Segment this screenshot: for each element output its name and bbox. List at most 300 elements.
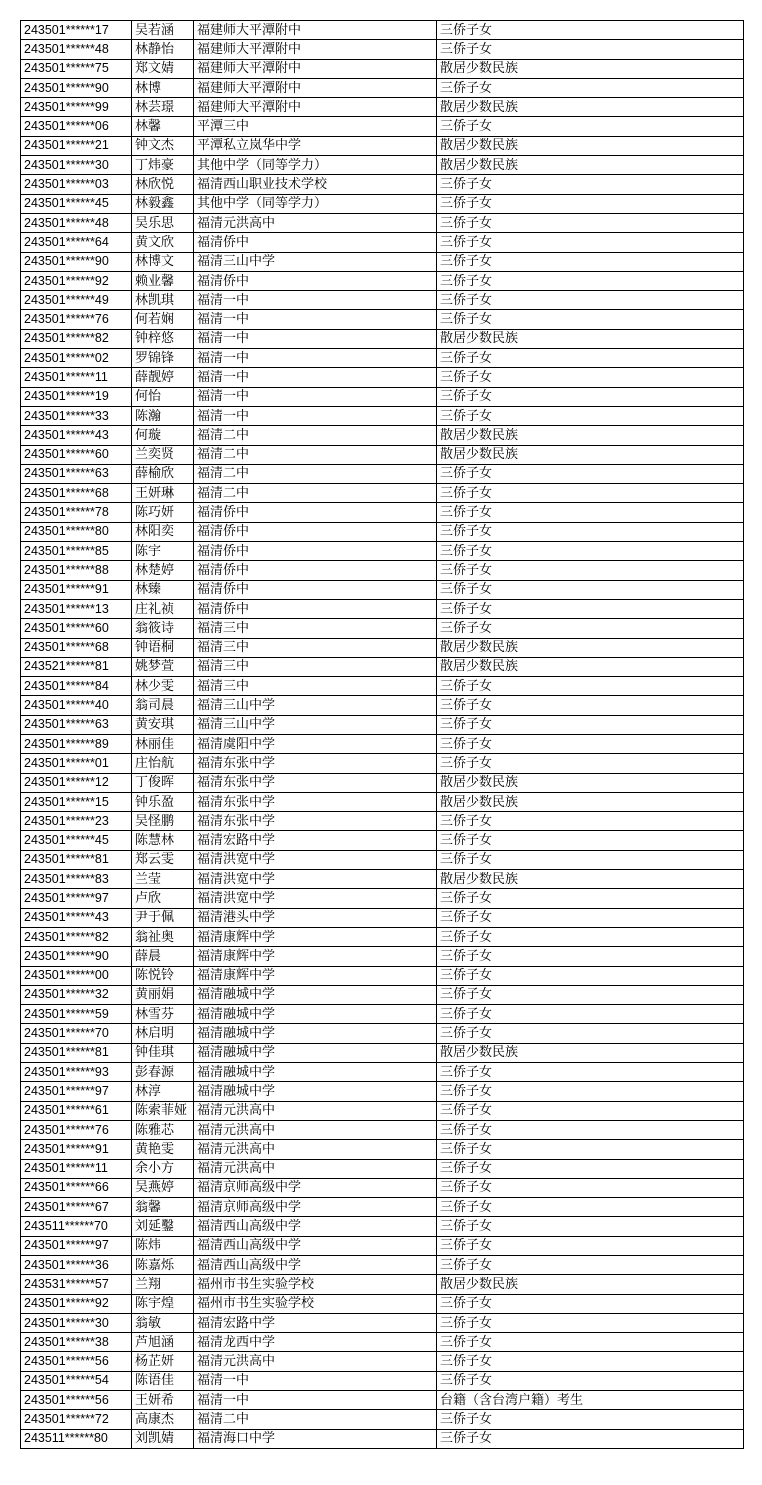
category-cell: 台籍（含台湾户籍）考生 — [437, 1391, 744, 1410]
table-row — [21, 1043, 744, 1062]
student-name-cell: 陈悦铃 — [132, 966, 194, 985]
table-row — [21, 1294, 744, 1313]
candidate-id-cell: 243501******49 — [21, 291, 132, 310]
school-cell: 福清融城中学 — [194, 1043, 437, 1062]
school-cell: 福清康辉中学 — [194, 966, 437, 985]
category-cell: 三侨子女 — [437, 1101, 744, 1120]
table-row — [21, 1313, 744, 1332]
candidate-id-cell: 243501******60 — [21, 445, 132, 464]
candidate-id-cell: 243501******82 — [21, 329, 132, 348]
candidate-id-cell: 243501******70 — [21, 1024, 132, 1043]
table-row — [21, 368, 744, 387]
candidate-id-cell: 243501******90 — [21, 78, 132, 97]
category-cell: 三侨子女 — [437, 754, 744, 773]
student-name-cell: 钟文杰 — [132, 136, 194, 155]
category-cell: 三侨子女 — [437, 812, 744, 831]
student-name-cell: 黄艳雯 — [132, 1140, 194, 1159]
candidate-id-cell: 243501******38 — [21, 1333, 132, 1352]
table-row — [21, 59, 744, 78]
school-cell: 福清二中 — [194, 1410, 437, 1429]
candidate-id-cell: 243501******80 — [21, 522, 132, 541]
table-row — [21, 1005, 744, 1024]
candidate-id-cell: 243501******88 — [21, 561, 132, 580]
student-name-cell: 卢欣 — [132, 889, 194, 908]
category-cell: 三侨子女 — [437, 677, 744, 696]
category-cell: 三侨子女 — [437, 1410, 744, 1429]
category-cell: 三侨子女 — [437, 599, 744, 618]
student-name-cell: 薛靓婷 — [132, 368, 194, 387]
candidate-id-cell: 243501******75 — [21, 59, 132, 78]
student-name-cell: 何璇 — [132, 426, 194, 445]
table-row — [21, 503, 744, 522]
category-cell: 三侨子女 — [437, 175, 744, 194]
category-cell: 三侨子女 — [437, 542, 744, 561]
school-cell: 福清宏路中学 — [194, 831, 437, 850]
candidate-id-cell: 243501******90 — [21, 252, 132, 271]
school-cell: 福清二中 — [194, 484, 437, 503]
school-cell: 福清康辉中学 — [194, 927, 437, 946]
school-cell: 福清虞阳中学 — [194, 734, 437, 753]
table-row — [21, 831, 744, 850]
table-row — [21, 1429, 744, 1448]
candidate-id-cell: 243501******97 — [21, 1236, 132, 1255]
school-cell: 福清侨中 — [194, 580, 437, 599]
category-cell: 三侨子女 — [437, 1371, 744, 1390]
table-row — [21, 580, 744, 599]
candidate-id-cell: 243501******92 — [21, 1294, 132, 1313]
table-row — [21, 1120, 744, 1139]
school-cell: 福清侨中 — [194, 522, 437, 541]
school-cell: 福清融城中学 — [194, 1082, 437, 1101]
table-row — [21, 21, 744, 40]
category-cell: 三侨子女 — [437, 194, 744, 213]
student-name-cell: 丁炜豪 — [132, 156, 194, 175]
school-cell: 福清一中 — [194, 1371, 437, 1390]
table-row — [21, 426, 744, 445]
candidate-id-cell: 243501******19 — [21, 387, 132, 406]
category-cell: 三侨子女 — [437, 406, 744, 425]
candidate-id-cell: 243501******06 — [21, 117, 132, 136]
school-cell: 福清融城中学 — [194, 1024, 437, 1043]
category-cell: 三侨子女 — [437, 966, 744, 985]
candidate-id-cell: 243501******15 — [21, 792, 132, 811]
table-row — [21, 1178, 744, 1197]
student-name-cell: 黄安琪 — [132, 715, 194, 734]
school-cell: 福清侨中 — [194, 561, 437, 580]
student-name-cell: 陈语佳 — [132, 1371, 194, 1390]
table-row — [21, 715, 744, 734]
school-cell: 福清京师高级中学 — [194, 1198, 437, 1217]
school-cell: 福清东张中学 — [194, 754, 437, 773]
student-name-cell: 陈索菲娅 — [132, 1101, 194, 1120]
student-name-cell: 陈巧妍 — [132, 503, 194, 522]
category-cell: 三侨子女 — [437, 985, 744, 1004]
student-name-cell: 郑文婧 — [132, 59, 194, 78]
school-cell: 其他中学（同等学力） — [194, 156, 437, 175]
student-name-cell: 林楚婷 — [132, 561, 194, 580]
category-cell: 散居少数民族 — [437, 792, 744, 811]
student-name-cell: 黄丽娟 — [132, 985, 194, 1004]
table-row — [21, 252, 744, 271]
category-cell: 三侨子女 — [437, 291, 744, 310]
candidate-id-cell: 243501******91 — [21, 1140, 132, 1159]
table-row — [21, 194, 744, 213]
candidate-id-cell: 243501******13 — [21, 599, 132, 618]
table-row — [21, 349, 744, 368]
school-cell: 福清一中 — [194, 291, 437, 310]
school-cell: 福清一中 — [194, 368, 437, 387]
student-name-cell: 王妍希 — [132, 1391, 194, 1410]
candidate-id-cell: 243511******70 — [21, 1217, 132, 1236]
school-cell: 福清洪宽中学 — [194, 889, 437, 908]
student-name-cell: 林启明 — [132, 1024, 194, 1043]
table-row — [21, 291, 744, 310]
candidate-id-cell: 243501******56 — [21, 1352, 132, 1371]
candidate-id-cell: 243511******80 — [21, 1429, 132, 1448]
candidate-id-cell: 243501******03 — [21, 175, 132, 194]
student-name-cell: 林静怡 — [132, 40, 194, 59]
student-name-cell: 林博 — [132, 78, 194, 97]
category-cell: 三侨子女 — [437, 233, 744, 252]
student-list-table — [20, 20, 744, 1449]
candidate-id-cell: 243501******56 — [21, 1391, 132, 1410]
candidate-id-cell: 243501******72 — [21, 1410, 132, 1429]
candidate-id-cell: 243501******99 — [21, 98, 132, 117]
school-cell: 福清一中 — [194, 310, 437, 329]
candidate-id-cell: 243501******93 — [21, 1063, 132, 1082]
student-name-cell: 姚梦萱 — [132, 657, 194, 676]
table-row — [21, 406, 744, 425]
table-row — [21, 1333, 744, 1352]
candidate-id-cell: 243501******81 — [21, 850, 132, 869]
table-row — [21, 445, 744, 464]
school-cell: 福清京师高级中学 — [194, 1178, 437, 1197]
student-name-cell: 钟梓悠 — [132, 329, 194, 348]
school-cell: 福清三中 — [194, 677, 437, 696]
candidate-id-cell: 243501******30 — [21, 1313, 132, 1332]
student-name-cell: 翁祉奥 — [132, 927, 194, 946]
student-name-cell: 尹于佩 — [132, 908, 194, 927]
candidate-id-cell: 243501******01 — [21, 754, 132, 773]
table-row — [21, 542, 744, 561]
student-name-cell: 林臻 — [132, 580, 194, 599]
category-cell: 散居少数民族 — [437, 329, 744, 348]
school-cell: 福清融城中学 — [194, 1063, 437, 1082]
student-name-cell: 陈嘉烁 — [132, 1256, 194, 1275]
student-name-cell: 钟语桐 — [132, 638, 194, 657]
table-row — [21, 754, 744, 773]
category-cell: 三侨子女 — [437, 1120, 744, 1139]
candidate-id-cell: 243501******61 — [21, 1101, 132, 1120]
school-cell: 福清元洪高中 — [194, 1352, 437, 1371]
table-row — [21, 773, 744, 792]
school-cell: 福建师大平潭附中 — [194, 21, 437, 40]
school-cell: 福清侨中 — [194, 271, 437, 290]
school-cell: 福清海口中学 — [194, 1429, 437, 1448]
student-name-cell: 刘凯婧 — [132, 1429, 194, 1448]
category-cell: 散居少数民族 — [437, 59, 744, 78]
table-row — [21, 677, 744, 696]
school-cell: 平潭三中 — [194, 117, 437, 136]
table-row — [21, 40, 744, 59]
category-cell: 三侨子女 — [437, 1178, 744, 1197]
school-cell: 福清一中 — [194, 1391, 437, 1410]
table-row — [21, 387, 744, 406]
school-cell: 福清二中 — [194, 464, 437, 483]
school-cell: 福清一中 — [194, 406, 437, 425]
candidate-id-cell: 243501******48 — [21, 213, 132, 232]
school-cell: 福清三中 — [194, 638, 437, 657]
category-cell: 三侨子女 — [437, 1217, 744, 1236]
candidate-id-cell: 243501******82 — [21, 927, 132, 946]
candidate-id-cell: 243501******64 — [21, 233, 132, 252]
candidate-id-cell: 243501******17 — [21, 21, 132, 40]
category-cell: 三侨子女 — [437, 619, 744, 638]
table-row — [21, 175, 744, 194]
table-row — [21, 98, 744, 117]
category-cell: 三侨子女 — [437, 1024, 744, 1043]
candidate-id-cell: 243501******45 — [21, 194, 132, 213]
student-name-cell: 翁筱诗 — [132, 619, 194, 638]
student-name-cell: 林淳 — [132, 1082, 194, 1101]
school-cell: 福清西山高级中学 — [194, 1236, 437, 1255]
candidate-id-cell: 243501******68 — [21, 638, 132, 657]
student-name-cell: 兰莹 — [132, 870, 194, 889]
category-cell: 三侨子女 — [437, 734, 744, 753]
school-cell: 福清洪宽中学 — [194, 870, 437, 889]
student-name-cell: 罗锦锋 — [132, 349, 194, 368]
table-row — [21, 1063, 744, 1082]
student-name-cell: 翁司晨 — [132, 696, 194, 715]
category-cell: 散居少数民族 — [437, 870, 744, 889]
student-name-cell: 林芸璟 — [132, 98, 194, 117]
table-row — [21, 522, 744, 541]
school-cell: 福建师大平潭附中 — [194, 78, 437, 97]
table-row — [21, 78, 744, 97]
table-row — [21, 1275, 744, 1294]
school-cell: 福清东张中学 — [194, 812, 437, 831]
student-name-cell: 林馨 — [132, 117, 194, 136]
category-cell: 三侨子女 — [437, 349, 744, 368]
student-name-cell: 陈慧林 — [132, 831, 194, 850]
category-cell: 散居少数民族 — [437, 98, 744, 117]
table-row — [21, 1217, 744, 1236]
school-cell: 福清三山中学 — [194, 715, 437, 734]
school-cell: 福清元洪高中 — [194, 1159, 437, 1178]
candidate-id-cell: 243501******11 — [21, 1159, 132, 1178]
school-cell: 福州市书生实验学校 — [194, 1275, 437, 1294]
candidate-id-cell: 243521******81 — [21, 657, 132, 676]
candidate-id-cell: 243501******97 — [21, 889, 132, 908]
table-row — [21, 966, 744, 985]
student-name-cell: 彭春源 — [132, 1063, 194, 1082]
student-name-cell: 翁馨 — [132, 1198, 194, 1217]
student-name-cell: 林博文 — [132, 252, 194, 271]
student-name-cell: 吴若涵 — [132, 21, 194, 40]
school-cell: 福清侨中 — [194, 599, 437, 618]
school-cell: 福清三山中学 — [194, 696, 437, 715]
table-row — [21, 947, 744, 966]
school-cell: 福建师大平潭附中 — [194, 98, 437, 117]
school-cell: 福清东张中学 — [194, 773, 437, 792]
candidate-id-cell: 243501******66 — [21, 1178, 132, 1197]
category-cell: 三侨子女 — [437, 213, 744, 232]
table-row — [21, 233, 744, 252]
school-cell: 福清元洪高中 — [194, 1101, 437, 1120]
table-row — [21, 850, 744, 869]
category-cell: 散居少数民族 — [437, 638, 744, 657]
category-cell: 三侨子女 — [437, 78, 744, 97]
school-cell: 福清一中 — [194, 387, 437, 406]
table-row — [21, 638, 744, 657]
table-row — [21, 271, 744, 290]
candidate-id-cell: 243501******85 — [21, 542, 132, 561]
category-cell: 散居少数民族 — [437, 426, 744, 445]
student-name-cell: 庄礼祯 — [132, 599, 194, 618]
student-name-cell: 薛晨 — [132, 947, 194, 966]
category-cell: 散居少数民族 — [437, 657, 744, 676]
student-name-cell: 钟佳琪 — [132, 1043, 194, 1062]
candidate-id-cell: 243501******89 — [21, 734, 132, 753]
candidate-id-cell: 243501******48 — [21, 40, 132, 59]
student-name-cell: 林阳奕 — [132, 522, 194, 541]
category-cell: 三侨子女 — [437, 1140, 744, 1159]
table-row — [21, 985, 744, 1004]
school-cell: 平潭私立岚华中学 — [194, 136, 437, 155]
category-cell: 散居少数民族 — [437, 1275, 744, 1294]
school-cell: 福清一中 — [194, 349, 437, 368]
category-cell: 三侨子女 — [437, 889, 744, 908]
candidate-id-cell: 243501******43 — [21, 908, 132, 927]
candidate-id-cell: 243501******68 — [21, 484, 132, 503]
school-cell: 福清融城中学 — [194, 985, 437, 1004]
candidate-id-cell: 243501******02 — [21, 349, 132, 368]
category-cell: 三侨子女 — [437, 1429, 744, 1448]
student-name-cell: 钟乐盈 — [132, 792, 194, 811]
school-cell: 福清龙西中学 — [194, 1333, 437, 1352]
candidate-id-cell: 243501******21 — [21, 136, 132, 155]
student-name-cell: 林毅鑫 — [132, 194, 194, 213]
candidate-id-cell: 243501******76 — [21, 310, 132, 329]
school-cell: 福清东张中学 — [194, 792, 437, 811]
table-row — [21, 156, 744, 175]
candidate-id-cell: 243501******32 — [21, 985, 132, 1004]
category-cell: 三侨子女 — [437, 1236, 744, 1255]
category-cell: 三侨子女 — [437, 561, 744, 580]
table-row — [21, 908, 744, 927]
student-name-cell: 刘延鑿 — [132, 1217, 194, 1236]
table-row — [21, 561, 744, 580]
school-cell: 福建师大平潭附中 — [194, 59, 437, 78]
student-name-cell: 陈瀚 — [132, 406, 194, 425]
category-cell: 三侨子女 — [437, 252, 744, 271]
category-cell: 三侨子女 — [437, 1256, 744, 1275]
student-name-cell: 林欣悦 — [132, 175, 194, 194]
candidate-id-cell: 243501******91 — [21, 580, 132, 599]
candidate-id-cell: 243501******00 — [21, 966, 132, 985]
student-name-cell: 翁敏 — [132, 1313, 194, 1332]
student-name-cell: 陈炜 — [132, 1236, 194, 1255]
school-cell: 福清洪宽中学 — [194, 850, 437, 869]
category-cell: 三侨子女 — [437, 1294, 744, 1313]
school-cell: 福清元洪高中 — [194, 1120, 437, 1139]
candidate-id-cell: 243501******33 — [21, 406, 132, 425]
school-cell: 福清侨中 — [194, 503, 437, 522]
table-row — [21, 1159, 744, 1178]
table-row — [21, 213, 744, 232]
category-cell: 散居少数民族 — [437, 156, 744, 175]
candidate-id-cell: 243501******63 — [21, 464, 132, 483]
candidate-id-cell: 243501******78 — [21, 503, 132, 522]
candidate-id-cell: 243501******92 — [21, 271, 132, 290]
student-name-cell: 吴怪鹏 — [132, 812, 194, 831]
table-row — [21, 1140, 744, 1159]
table-row — [21, 1101, 744, 1120]
table-row — [21, 1391, 744, 1410]
school-cell: 福建师大平潭附中 — [194, 40, 437, 59]
student-name-cell: 丁俊晖 — [132, 773, 194, 792]
student-name-cell: 杨芷妍 — [132, 1352, 194, 1371]
table-body — [21, 21, 744, 1449]
school-cell: 福清二中 — [194, 445, 437, 464]
category-cell: 三侨子女 — [437, 1159, 744, 1178]
category-cell: 三侨子女 — [437, 310, 744, 329]
candidate-id-cell: 243501******67 — [21, 1198, 132, 1217]
school-cell: 福清三中 — [194, 619, 437, 638]
school-cell: 福清港头中学 — [194, 908, 437, 927]
table-row — [21, 696, 744, 715]
candidate-id-cell: 243501******11 — [21, 368, 132, 387]
category-cell: 三侨子女 — [437, 484, 744, 503]
candidate-id-cell: 243501******60 — [21, 619, 132, 638]
category-cell: 三侨子女 — [437, 850, 744, 869]
student-name-cell: 兰翔 — [132, 1275, 194, 1294]
category-cell: 三侨子女 — [437, 908, 744, 927]
category-cell: 散居少数民族 — [437, 136, 744, 155]
school-cell: 福清西山职业技术学校 — [194, 175, 437, 194]
table-row — [21, 484, 744, 503]
table-row — [21, 329, 744, 348]
category-cell: 三侨子女 — [437, 947, 744, 966]
category-cell: 三侨子女 — [437, 927, 744, 946]
table-row — [21, 657, 744, 676]
candidate-id-cell: 243531******57 — [21, 1275, 132, 1294]
student-name-cell: 黄文欣 — [132, 233, 194, 252]
category-cell: 三侨子女 — [437, 117, 744, 136]
school-cell: 福清宏路中学 — [194, 1313, 437, 1332]
table-row — [21, 792, 744, 811]
category-cell: 三侨子女 — [437, 503, 744, 522]
school-cell: 福清三山中学 — [194, 252, 437, 271]
table-row — [21, 1198, 744, 1217]
school-cell: 福清三中 — [194, 657, 437, 676]
category-cell: 三侨子女 — [437, 831, 744, 850]
student-name-cell: 林丽佳 — [132, 734, 194, 753]
student-name-cell: 郑云雯 — [132, 850, 194, 869]
category-cell: 三侨子女 — [437, 368, 744, 387]
table-row — [21, 619, 744, 638]
table-row — [21, 599, 744, 618]
school-cell: 福清一中 — [194, 329, 437, 348]
candidate-id-cell: 243501******81 — [21, 1043, 132, 1062]
table-row — [21, 889, 744, 908]
table-row — [21, 1256, 744, 1275]
table-row — [21, 117, 744, 136]
category-cell: 三侨子女 — [437, 387, 744, 406]
candidate-id-cell: 243501******63 — [21, 715, 132, 734]
school-cell: 福清康辉中学 — [194, 947, 437, 966]
category-cell: 散居少数民族 — [437, 445, 744, 464]
